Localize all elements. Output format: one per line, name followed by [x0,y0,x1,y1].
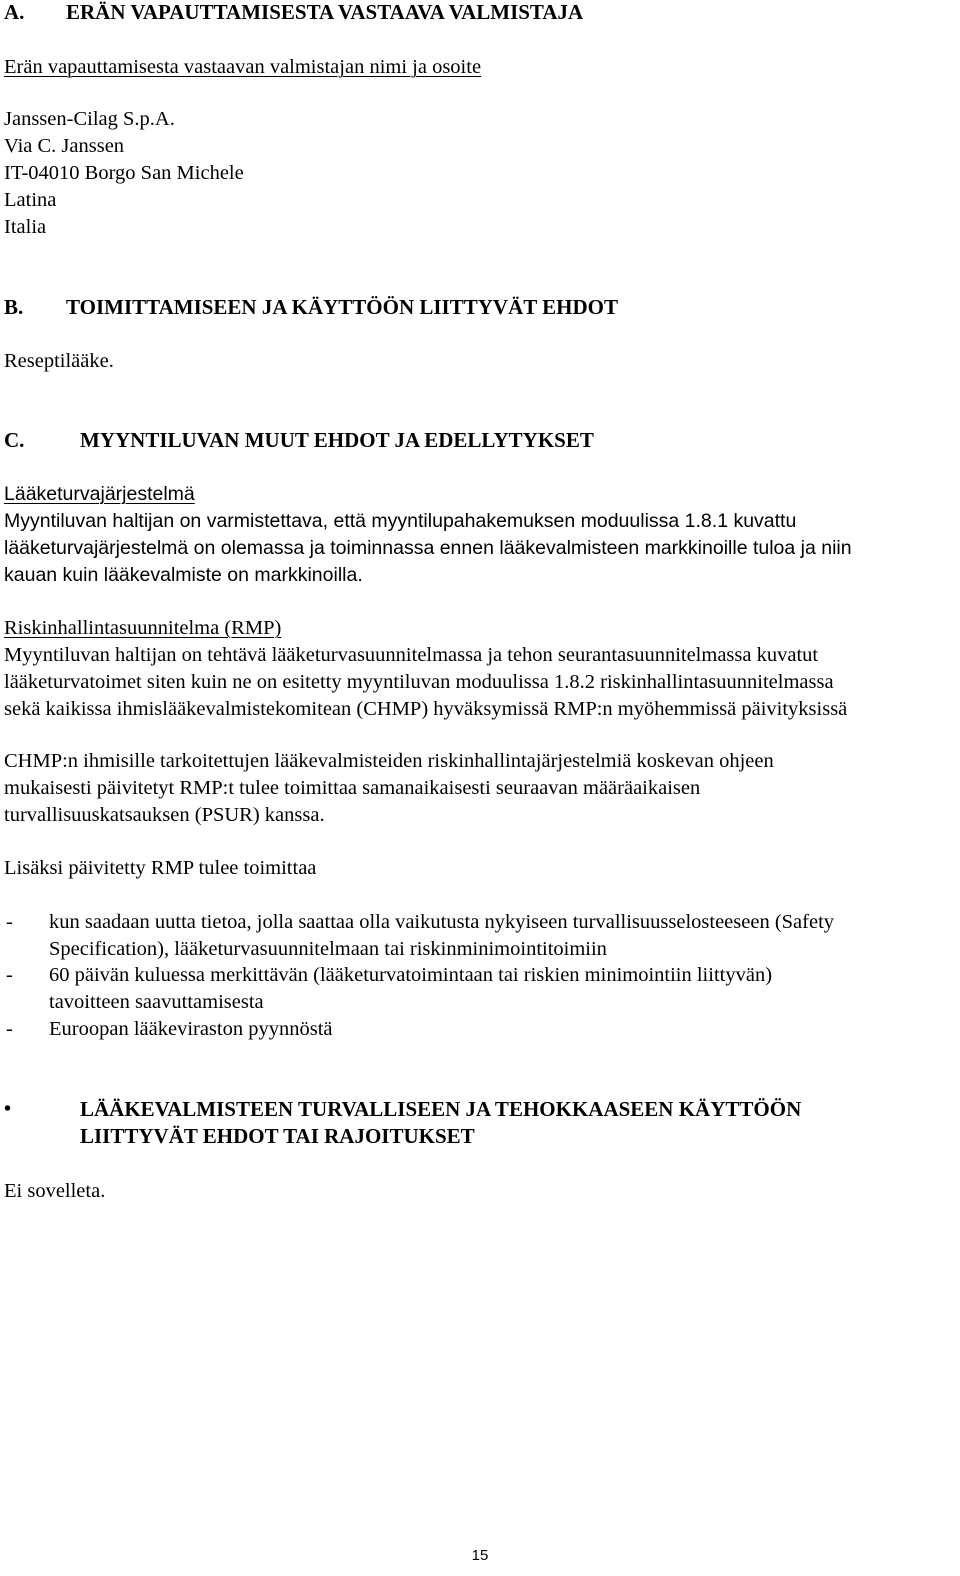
address-line-3: IT-04010 Borgo San Michele [4,162,244,184]
address-line-2: Via C. Janssen [4,135,125,157]
chmp-line-1: CHMP:n ihmisille tarkoitettujen lääkevalmisteiden riskinhallintajärjestelmiä koskevan ohjeen [4,750,774,772]
list-item-text: Euroopan lääkeviraston pyynnöstä [49,1018,333,1040]
chmp-line-2: mukaisesti päivitetyt RMP:t tulee toimittaa samanaikaisesti seuraavan määräaikaisen [4,777,701,799]
section-a-title: ERÄN VAPAUTTAMISESTA VASTAAVA VALMISTAJA [66,0,584,24]
manufacturer-subtitle: Erän vapauttamisesta vastaavan valmistajan nimi ja osoite [4,56,482,78]
list-item-text: kun saadaan uutta tietoa, jolla saattaa olla vaikutusta nykyiseen turvallisuusselosteeseen (Safety [49,911,835,933]
pv-line-1: Myyntiluvan haltijan on varmistettava, että myyntilupahakemuksen moduulissa 1.8.1 kuvattu [4,510,797,532]
list-dash: - [6,964,13,986]
address-line-5: Italia [4,216,47,238]
list-item-text: tavoitteen saavuttamisesta [49,991,264,1013]
page-number: 15 [471,1547,489,1564]
address-line-1: Janssen-Cilag S.p.A. [4,108,175,130]
list-dash: - [6,911,13,933]
list-dash: - [6,1018,13,1040]
update-intro: Lisäksi päivitetty RMP tulee toimittaa [4,857,317,879]
rmp-line-1: Myyntiluvan haltijan on tehtävä lääketurvasuunnitelmassa ja tehon seurantasuunnitelmassa kuvatut [4,644,819,666]
pv-line-2: lääketurvajärjestelmä on olemassa ja toiminnassa ennen lääkevalmisteen markkinoille tuloa ja niin [4,537,852,559]
section-c-letter: C. [4,428,25,452]
pv-line-3: kauan kuin lääkevalmiste on markkinoilla. [4,564,363,586]
list-item-text: Specification), lääketurvasuunnitelmaan tai riskinminimointitoimiin [49,938,607,960]
rmp-line-3: sekä kaikissa ihmislääkevalmistekomitean (CHMP) hyväksymissä RMP:n myöhemmissä päivityksissä [4,698,848,720]
bullet-icon: • [4,1098,12,1120]
section-d-title-line-1: LÄÄKEVALMISTEEN TURVALLISEEN JA TEHOKKAASEEN KÄYTTÖÖN [80,1097,802,1121]
rmp-heading: Riskinhallintasuunnitelma (RMP) [4,617,282,639]
section-b-title: TOIMITTAMISEEN JA KÄYTTÖÖN LIITTYVÄT EHDOT [66,295,618,319]
section-d-title-line-2: LIITTYVÄT EHDOT TAI RAJOITUKSET [80,1124,475,1148]
pv-heading: Lääketurvajärjestelmä [4,483,195,505]
list-item-text: 60 päivän kuluessa merkittävän (lääketurvatoimintaan tai riskien minimointiin liittyvän) [49,964,773,986]
address-line-4: Latina [4,189,57,211]
section-b-letter: B. [4,295,24,319]
section-c-title: MYYNTILUVAN MUUT EHDOT JA EDELLYTYKSET [80,428,594,452]
chmp-line-3: turvallisuuskatsauksen (PSUR) kanssa. [4,804,325,826]
not-applicable-text: Ei sovelleta. [4,1180,106,1202]
prescription-text: Reseptilääke. [4,350,114,372]
section-a-letter: A. [4,0,25,24]
rmp-line-2: lääketurvatoimet siten kuin ne on esitetty myyntiluvan moduulissa 1.8.2 riskinhallintasuunnitelmassa [4,671,834,693]
